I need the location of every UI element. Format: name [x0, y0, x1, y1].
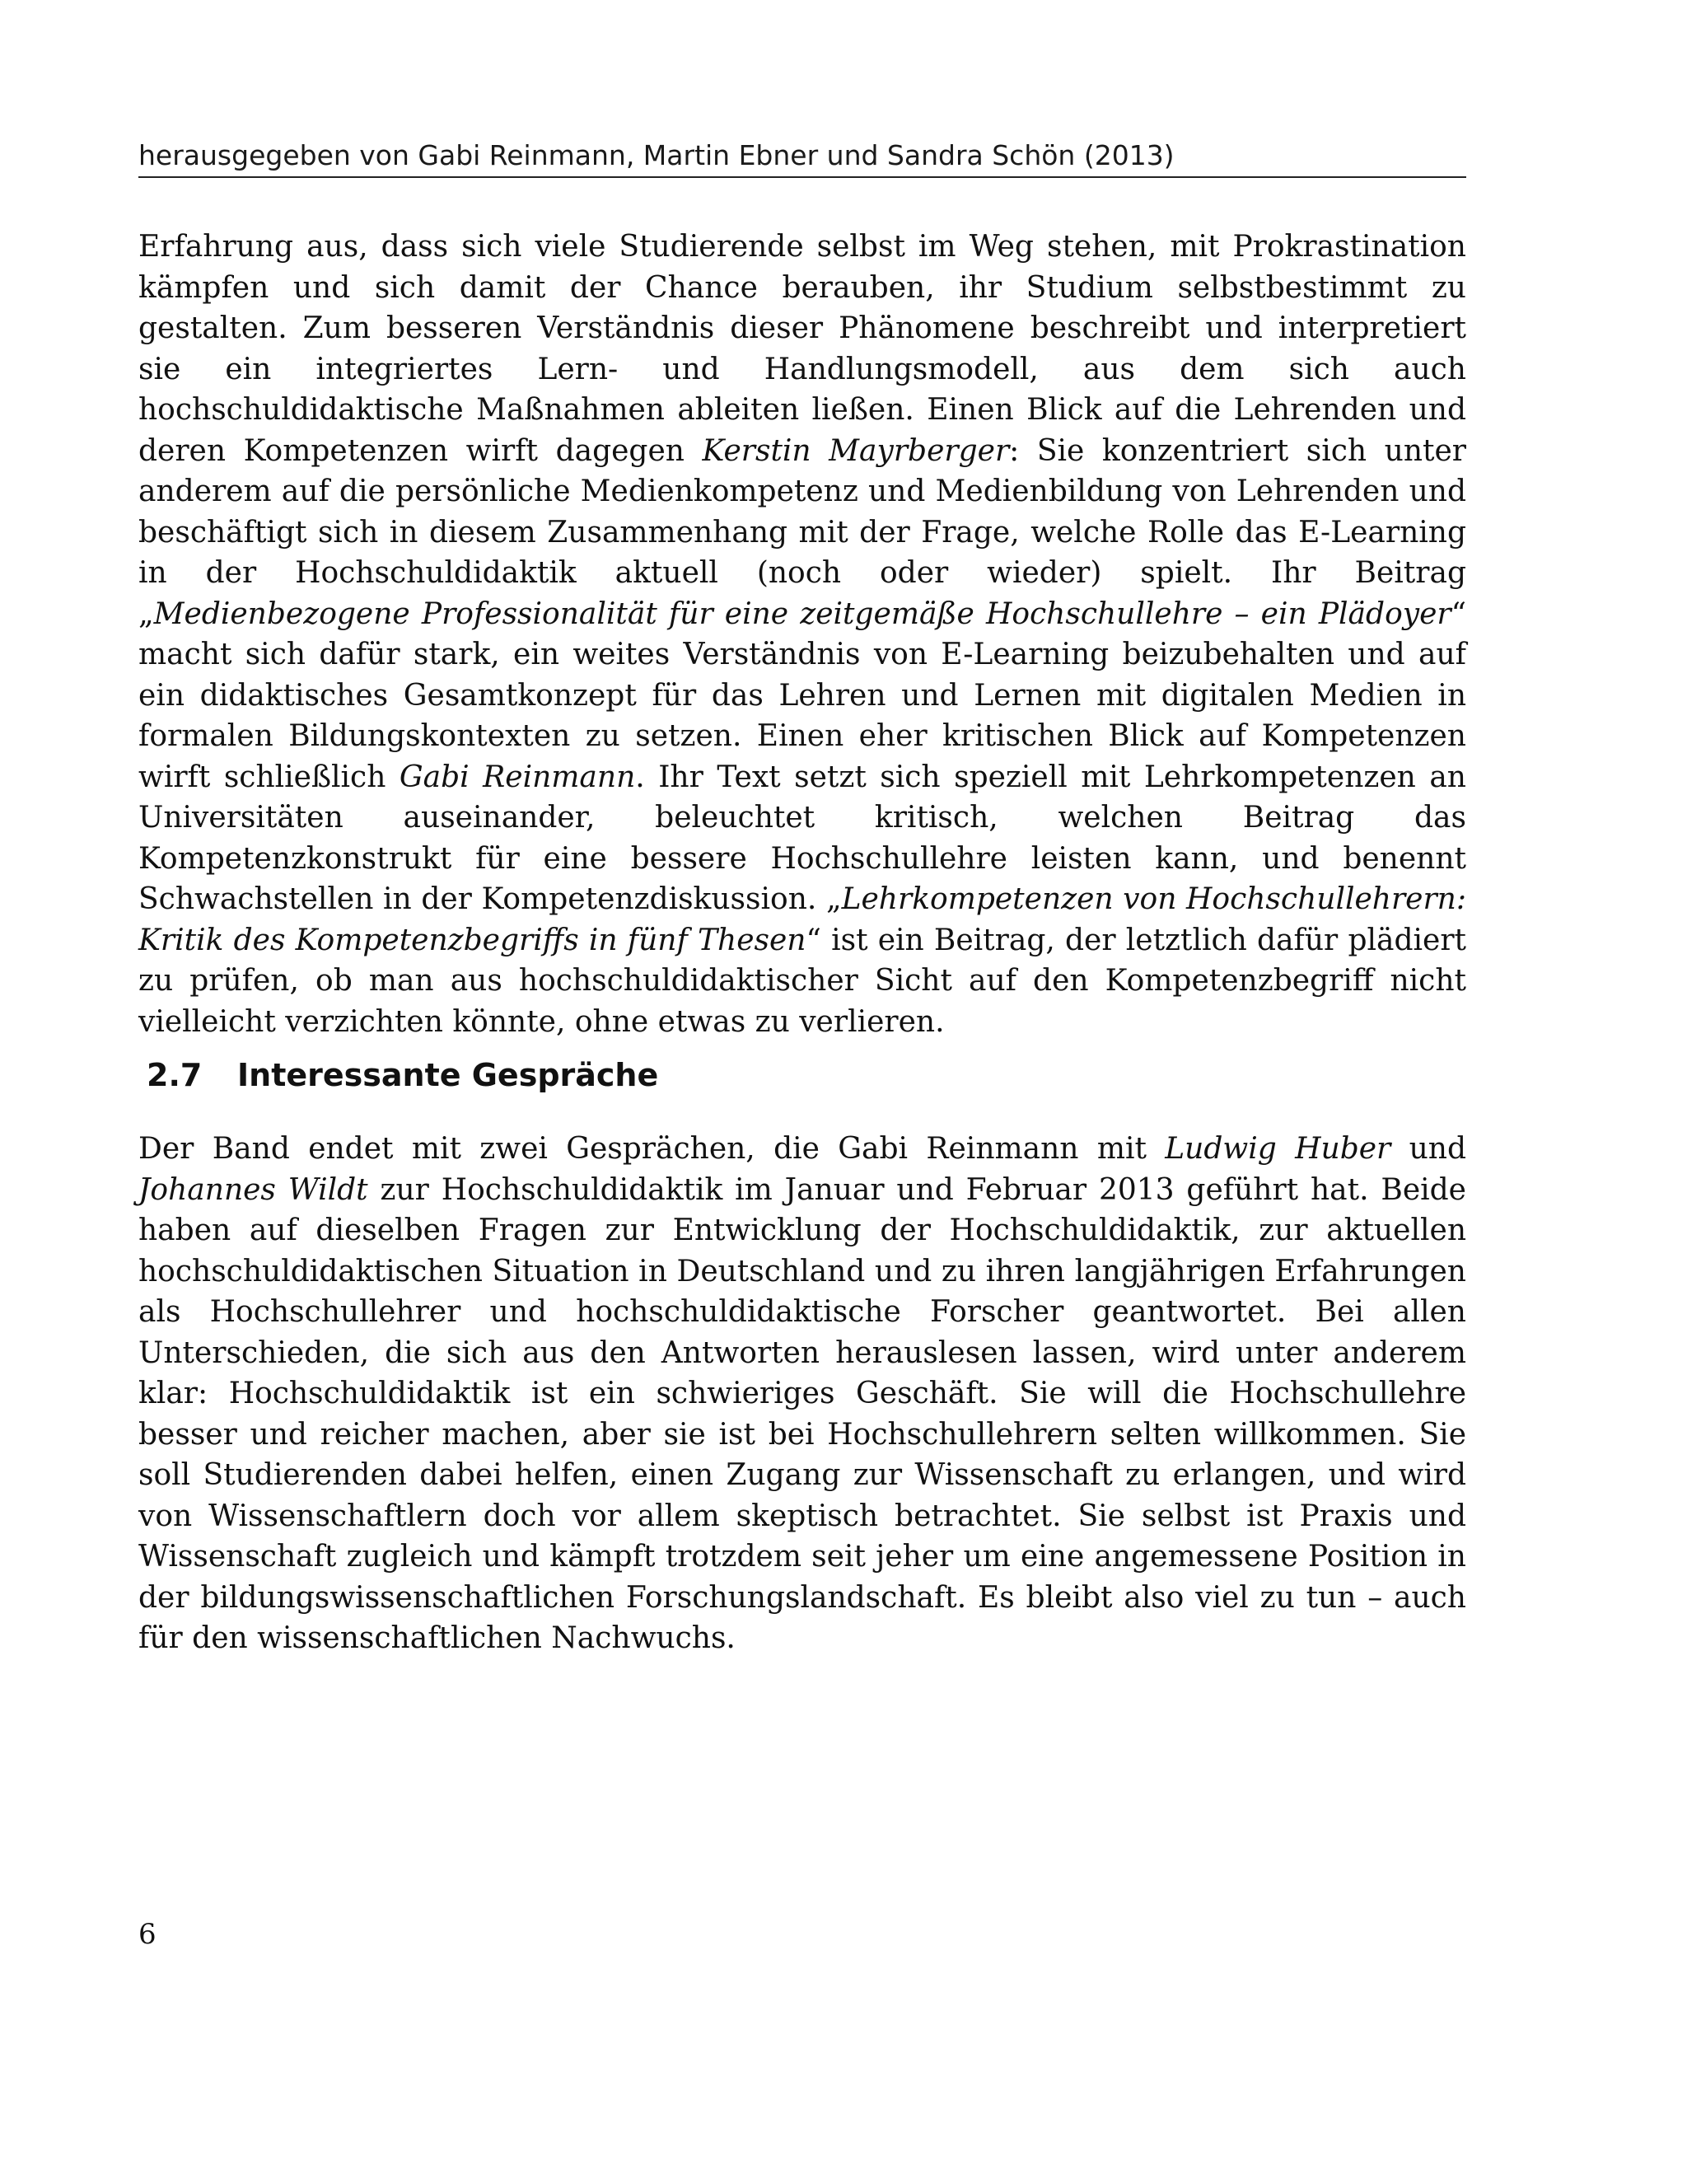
author-name: Gabi Reinmann [399, 760, 636, 794]
text-run: Der Band endet mit zwei Gesprächen, die Gabi Reinmann mit [138, 1132, 1166, 1166]
text-run: “ ist ein Beitrag, der letztlich dafür plädiert zu prüfen, ob man aus hochschuldidaktischer Sicht auf den Kompetenzbegriff nicht vielleicht verzichten könnte, ohne etwas zu verlieren. [138, 923, 1467, 1039]
article-title: Lehrkompetenzen von Hochschullehrern: Kritik des Kompetenzbegriffs in fünf Thesen [138, 882, 1466, 957]
text-run: : Sie konzentriert sich unter anderem auf die persönliche Medienkompetenz und Medienbildung von Lehrenden und beschäftigt sich in diesem Zusammenhang mit der Frage, welche Rolle das E-Learning in der Hochschuldidaktik aktuell (noch oder wieder) spielt. Ihr Beitrag „ [138, 433, 1467, 631]
section-number: 2.7 [147, 1057, 203, 1093]
person-name: Ludwig Huber [1165, 1132, 1391, 1166]
body-paragraph-1 [138, 227, 1466, 1042]
running-header [138, 132, 1466, 178]
author-name: Kerstin Mayrberger [702, 433, 1010, 468]
section-heading [147, 1057, 658, 1093]
section-title: Interessante Gespräche [237, 1057, 659, 1093]
running-header-text: herausgegeben von Gabi Reinmann, Martin Ebner und Sandra Schön (2013) [138, 139, 1175, 171]
text-run: Erfahrung aus, dass sich viele Studierende selbst im Weg stehen, mit Prokrastination kämpfen und sich damit der Chance berauben, ihr Studium selbstbestimmt zu gestalten. Zum besseren Verständnis dieser Phänomene beschreibt und interpretiert sie ein integriertes Lern- und Handlungsmodell, aus dem sich auch hochschuldidaktische Maßnahmen ableiten ließen. Einen Blick auf die Lehrenden und deren Kompetenzen wirft dagegen [138, 230, 1466, 468]
article-title: Medienbezogene Professionalität für eine zeitgemäße Hochschullehre – ein Plädoyer [153, 596, 1451, 631]
text-run: “ macht sich dafür stark, ein weites Verständnis von E-Learning beizubehalten und auf ein didaktisches Gesamtkonzept für das Lehren und Lernen mit digitalen Medien in formalen Bildungskontexten zu setzen. Einen eher kritischen Blick auf Kompetenzen wirft schließlich [138, 596, 1466, 794]
text-run: . Ihr Text setzt sich speziell mit Lehrkompetenzen an Universitäten auseinander, beleuchtet kritisch, welchen Beitrag das Kompetenzkonstrukt für eine bessere Hochschullehre leisten kann, und benennt Schwachstellen in der Kompetenzdiskussion. „ [138, 760, 1466, 916]
person-name: Johannes Wildt [138, 1172, 368, 1207]
text-run: und [1390, 1132, 1466, 1166]
page-number: 6 [138, 1918, 157, 1951]
text-run: zur Hochschuldidaktik im Januar und Februar 2013 geführt hat. Beide haben auf dieselben Fragen zur Entwicklung der Hochschuldidaktik, zur aktuellen hochschuldidaktischen Situation in Deutschland und zu ihren langjährigen Erfahrungen als Hochschullehrer und hochschuldidaktische Forscher geantwortet. Bei allen Unterschieden, die sich aus den Antworten herauslesen lassen, wird unter anderem klar: Hochschuldidaktik ist ein schwieriges Geschäft. Sie will die Hochschullehre besser und reicher machen, aber sie ist bei Hochschullehrern selten willkommen. Sie soll Studierenden dabei helfen, einen Zugang zur Wissenschaft zu erlangen, und wird von Wissenschaftlern doch vor allem skeptisch betrachtet. Sie selbst ist Praxis und Wissenschaft zugleich und kämpft trotzdem seit jeher um eine angemessene Position in der bildungswissenschaftlichen Forschungslandschaft. Es bleibt also viel zu tun – auch für den wissenschaftlichen Nachwuchs. [138, 1172, 1466, 1655]
body-paragraph-2 [138, 1129, 1466, 1659]
